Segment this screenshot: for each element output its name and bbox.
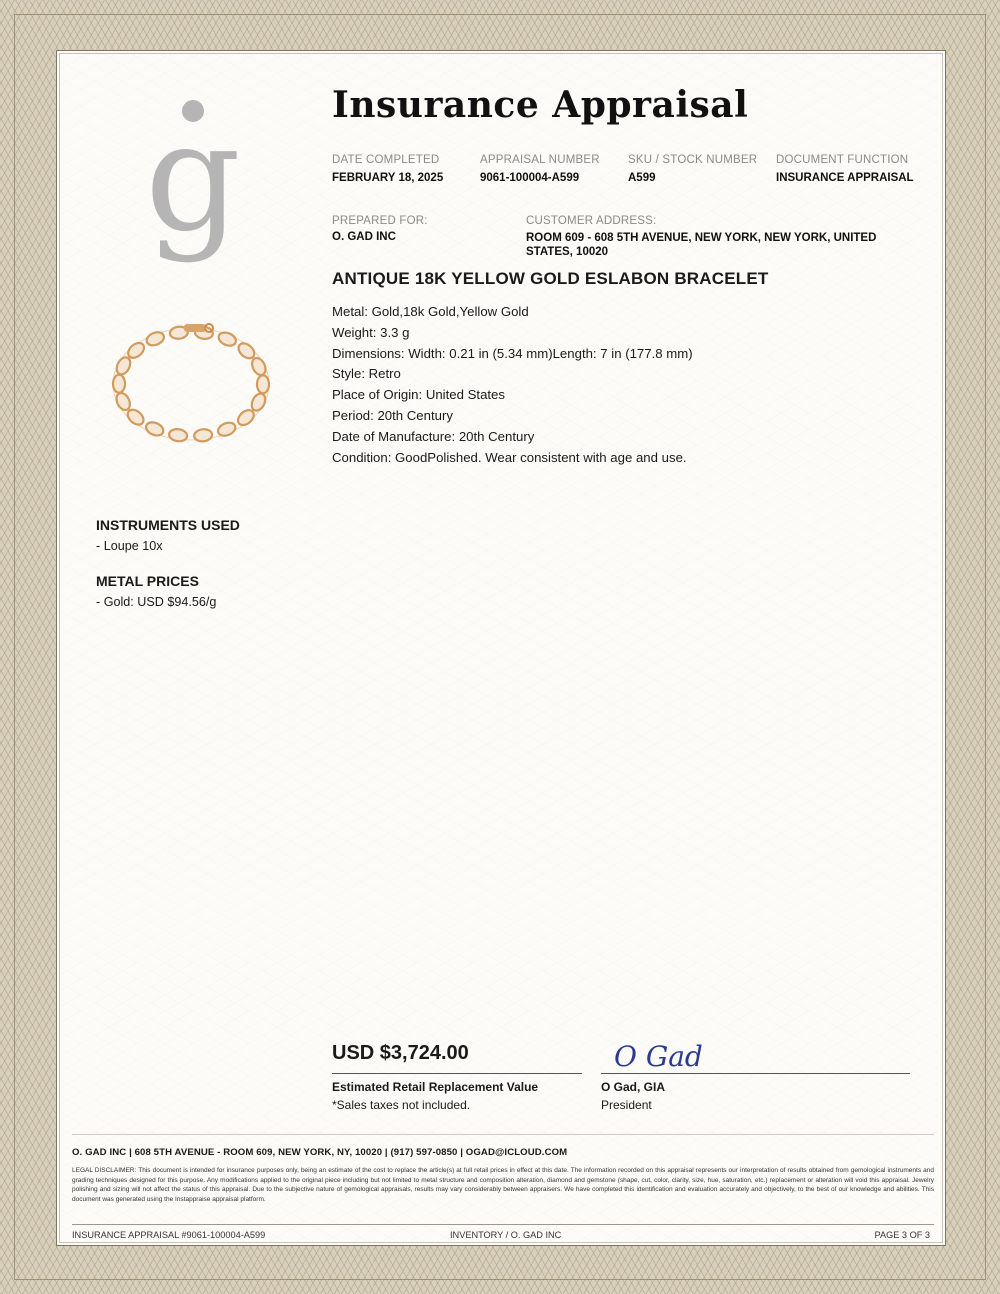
legal-disclaimer: LEGAL DISCLAIMER: This document is intended for insurance purposes only, being an estimate of the cost to replace the article(s) at full retail prices in effect at this date. The information recorded on this appraisal represents our interpretation of results obtained from gemological instruments and grading techniques designed for this purpose. Any modifications applied to the original piece including but not limited to metal structure and composition alteration, diamond and gemstone (shape, cut, color, clarity, size, hue, saturation, etc.) replacement or alteration will void this appraisal. Jewelry polishing and sizing will not affect the status of this appraisal. Due to the subjective nature of gemological appraisals, results may vary considerably between appraisers. We have completed this identification and evaluation accurately and objectively, to the best of our knowledge and abilities. This document was generated using the Instappraise appraisal platform.	[72, 1167, 934, 1203]
meta-sku-value: A599	[628, 172, 656, 184]
logo-letter: g	[144, 99, 242, 265]
bracelet-link	[217, 330, 238, 348]
item-title: ANTIQUE 18K YELLOW GOLD ESLABON BRACELET	[332, 269, 769, 288]
prepared-for	[332, 215, 428, 243]
bracelet-link	[113, 375, 125, 393]
signature-line	[601, 1073, 910, 1074]
customer-address	[526, 215, 906, 259]
prepared-for-value: O. GAD INC	[332, 231, 396, 243]
bracelet-link	[249, 356, 268, 377]
meta-document-function-label: DOCUMENT FUNCTION	[776, 154, 909, 166]
bracelet-link	[114, 391, 133, 412]
customer-address-label: CUSTOMER ADDRESS:	[526, 215, 657, 227]
bottom-divider	[72, 1224, 934, 1225]
signer-name: O Gad, GIA	[601, 1080, 666, 1094]
metal-price-item: - Gold: USD $94.56/g	[96, 595, 217, 609]
detail-origin: Place of Origin: United States	[332, 387, 505, 403]
page-inner	[59, 53, 943, 1243]
page-number: PAGE 3 OF 3	[874, 1230, 930, 1240]
signature-script: O Gad	[614, 1040, 703, 1073]
instrument-item: - Loupe 10x	[96, 539, 163, 553]
signature	[610, 1036, 720, 1074]
signer-role: President	[601, 1098, 652, 1112]
instruments-section	[96, 517, 240, 553]
meta-date	[332, 154, 443, 184]
bracelet-link	[114, 355, 133, 376]
meta-sku	[628, 154, 757, 184]
prepared-for-label: PREPARED FOR:	[332, 215, 428, 227]
meta-appraisal-number-label: APPRAISAL NUMBER	[480, 154, 600, 166]
appraisal-page	[56, 50, 946, 1246]
detail-weight: Weight: 3.3 g	[332, 324, 410, 340]
tax-note: *Sales taxes not included.	[332, 1098, 471, 1112]
metal-prices-section	[96, 573, 216, 609]
meta-document-function-value: INSURANCE APPRAISAL	[776, 172, 914, 184]
metal-prices-heading: METAL PRICES	[96, 573, 199, 589]
company-logo	[138, 99, 248, 279]
company-contact-line: O. GAD INC | 608 5TH AVENUE - ROOM 609, NEW YORK, NY, 10020 | (917) 597-0850 | OGAD@ICLOUD.COM	[72, 1147, 568, 1158]
document-title: Insurance Appraisal	[332, 84, 749, 126]
footer-inventory: INVENTORY / O. GAD INC	[450, 1230, 562, 1240]
appraised-value: USD $3,724.00	[332, 1042, 469, 1064]
bracelet-link	[144, 420, 165, 438]
meta-date-label: DATE COMPLETED	[332, 154, 440, 166]
meta-sku-label: SKU / STOCK NUMBER	[628, 154, 758, 166]
detail-style: Style: Retro	[332, 366, 401, 382]
meta-date-value: FEBRUARY 18, 2025	[332, 172, 444, 184]
bracelet-photo	[104, 316, 278, 448]
detail-manufacture-date: Date of Manufacture: 20th Century	[332, 428, 535, 444]
detail-metal: Metal: Gold,18k Gold,Yellow Gold	[332, 304, 529, 319]
item-details	[332, 302, 693, 468]
bracelet-link	[257, 375, 269, 393]
bracelet-link	[216, 420, 237, 438]
bracelet-link	[168, 428, 187, 442]
meta-appraisal-number-value: 9061-100004-A599	[480, 172, 580, 184]
detail-period: Period: 20th Century	[332, 407, 453, 423]
bracelet-link	[145, 330, 166, 348]
bracelet-clasp	[184, 324, 206, 332]
instruments-heading: INSTRUMENTS USED	[96, 517, 240, 533]
footer-appraisal-ref: INSURANCE APPRAISAL #9061-100004-A599	[72, 1230, 266, 1240]
detail-dimensions: Dimensions: Width: 0.21 in (5.34 mm)Length: 7 in (177.8 mm)	[332, 345, 693, 361]
detail-condition: Condition: GoodPolished. Wear consistent with age and use.	[332, 449, 687, 465]
footer-divider	[72, 1134, 934, 1135]
bracelet-link	[249, 391, 268, 412]
meta-document-function	[776, 154, 914, 184]
value-label: Estimated Retail Replacement Value	[332, 1080, 539, 1094]
bracelet-link	[193, 428, 212, 442]
meta-appraisal-number	[480, 154, 600, 184]
value-underline	[332, 1073, 582, 1074]
customer-address-value: ROOM 609 - 608 5TH AVENUE, NEW YORK, NEW YORK, UNITED STATES, 10020	[526, 232, 877, 258]
